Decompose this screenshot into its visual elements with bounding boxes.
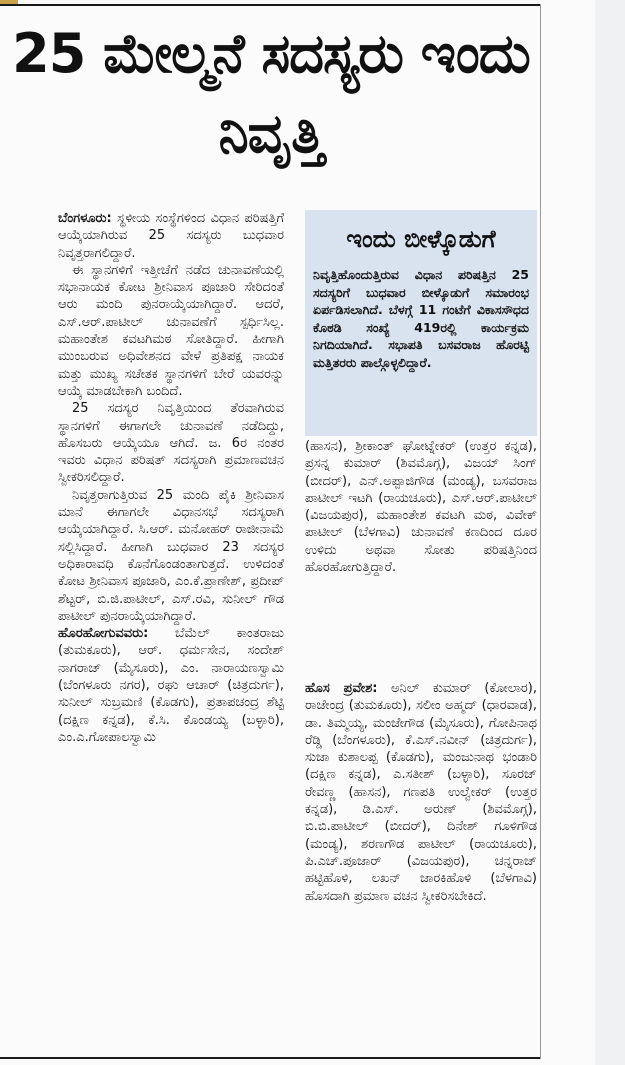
paragraph-text: ಸ್ಥಳೀಯ ಸಂಸ್ಥೆಗಳಿಂದ ವಿಧಾನ ಪರಿಷತ್ತಿಗೆ ಆಯ್ಕೆಯಾಗಿರುವ 25 ಸದಸ್ಯರು ಬುಧವಾರ ನಿವೃತ್ತರಾಗಲಿದ್ದಾರೆ. <box>58 211 284 261</box>
right-column-top <box>305 438 537 576</box>
dateline: ಬೆಂಗಳೂರು: <box>58 211 112 226</box>
paragraph-5 <box>58 625 284 746</box>
right-paragraph-1: (ಹಾಸನ), ಶ್ರೀಕಾಂತ್ ಘೋಟ್ನೇಕರ್ (ಉತ್ತರ ಕನ್ನಡ), ಪ್ರಸನ್ನ ಕುಮಾರ್ (ಶಿವಮೊಗ್ಗ), ವಿಜಯ್ ಸಿಂಗ್ (ಬೀದರ್), ಎನ್.ಅಪ್ಪಾಜಿಗೌಡ (ಮಂಡ್ಯ), ಬಸವರಾಜ ಪಾಟೀಲ್ ಇಟಗಿ (ರಾಯಚೂರು), ಎಸ್.ಆರ್.ಪಾಟೀಲ್ (ವಿಜಯಪುರ), ಮಹಾಂತೇಶ ಕವಟಗಿ ಮಠ, ವಿವೇಕ್ ಪಾಟೀಲ್ (ಬೆಳಗಾವಿ) ಚುನಾವಣೆ ಕಣದಿಂದ ದೂರ ಉಳಿದು ಅಥವಾ ಸೋತು ಪರಿಷತ್ತಿನಿಂದ ಹೊರಹೋಗುತ್ತಿದ್ದಾರೆ. <box>305 439 537 576</box>
sidebar-box <box>305 210 537 436</box>
left-column <box>58 210 284 746</box>
paragraph-text: 25 ಸದಸ್ಯರ ನಿವೃತ್ತಿಯಿಂದ ತೆರವಾಗಿರುವ ಸ್ಥಾನಗಳಿಗೆ ಈಗಾಗಲೇ ಚುನಾವಣೆ ನಡೆದಿದ್ದು, ಹೊಸಬರು ಆಯ್ಕೆಯೂ ಆಗಿದೆ. ಜ. 6ರ ನಂತರ ಇವರು ವಿಧಾನ ಪರಿಷತ್ ಸದಸ್ಯರಾಗಿ ಪ್ರಮಾಣವಚನ ಸ್ವೀಕರಿಸಲಿದ್ದಾರೆ. <box>58 401 284 486</box>
paragraph-2 <box>58 262 284 400</box>
paragraph-text: ಅನಿಲ್ ಕುಮಾರ್ (ಕೋಲಾರ), ರಾಜೇಂದ್ರ (ತುಮಕೂರು), ಸಲೀಂ ಅಹ್ಮದ್ (ಧಾರವಾಡ), ಡಾ. ತಿಮ್ಮಯ್ಯ, ಮಂಜೇಗೌಡ (ಮೈಸೂರು), ಗೋಪಿನಾಥ ರೆಡ್ಡಿ (ಬೆಂಗಳೂರು), ಕೆ.ಎಸ್.ನವೀನ್ (ಚಿತ್ರದುರ್ಗ), ಸುಜಾ ಕುಶಾಲಪ್ಪ (ಕೊಡಗು), ಮಂಜುನಾಥ ಭಂಡಾರಿ (ದಕ್ಷಿಣ ಕನ್ನಡ), ಎ.ಸತೀಶ್ (ಬಳ್ಳಾರಿ), ಸೂರಜ್ ರೇವಣ್ಣ (ಹಾಸನ), ಗಣಪತಿ ಉಲ್ವೇಕರ್ (ಉತ್ತರ ಕನ್ನಡ), ಡಿ.ಎಸ್. ಅರುಣ್ (ಶಿವಮೊಗ್ಗ), ಬಿ.ಬಿ.ಪಾಟೀಲ್ (ಬೀದರ್), ದಿನೇಶ್ ಗೂಳಿಗೌಡ (ಮಂಡ್ಯ), ಶರಣಗೌಡ ಪಾಟೀಲ್ (ರಾಯಚೂರು), ಪಿ.ಎಚ್.ಪೂಜಾರ್ (ವಿಜಯಪುರ), ಚನ್ನರಾಜ್ ಹಟ್ಟಿಹೊಳಿ, ಲಖನ್ ಜಾರಕಿಹೊಳಿ (ಬೆಳಗಾವಿ) ಹೊಸದಾಗಿ ಪ್ರಮಾಣ ವಚನ ಸ್ವೀಕರಿಸಬೇಕಿದೆ. <box>305 681 537 904</box>
paragraph-3 <box>58 400 284 486</box>
paragraph-text: ಈ ಸ್ಥಾನಗಳಿಗೆ ಇತ್ತೀಚೆಗೆ ನಡೆದ ಚುನಾವಣೆಯಲ್ಲಿ ಸಭಾನಾಯಕ ಕೋಟ ಶ್ರೀನಿವಾಸ ಪೂಜಾರಿ ಸೇರಿದಂತೆ ಆರು ಮಂದಿ ಪುನರಾಯ್ಕೆಯಾಗಿದ್ದಾರೆ. ಆದರೆ, ಎಸ್.ಆರ್.ಪಾಟೀಲ್ ಚುನಾವಣೆಗೆ ಸ್ಪರ್ಧಿಸಿಲ್ಲ. ಮಹಾಂತೇಶ ಕವಟಗಿಮಠ ಸೋತಿದ್ದಾರೆ. ಹೀಗಾಗಿ ಮುಂಬರುವ ಅಧಿವೇಶನದ ವೇಳೆ ಪ್ರತಿಪಕ್ಷ ನಾಯಕ ಮತ್ತು ಮುಖ್ಯ ಸಚೇತಕ ಸ್ಥಾನಗಳಿಗೆ ಬೇರೆ ಯವರನ್ನು ಆಯ್ಕೆ ಮಾಡಬೇಕಾಗಿ ಬಂದಿದೆ. <box>58 262 284 399</box>
paragraph-text: ನಿವೃತ್ತರಾಗುತ್ತಿರುವ 25 ಮಂದಿ ಪೈಕಿ ಶ್ರೀನಿವಾಸ ಮಾನೆ ಈಗಾಗಲೇ ವಿಧಾನಸಭೆ ಸದಸ್ಯರಾಗಿ ಆಯ್ಕೆಯಾಗಿದ್ದಾರೆ. ಸಿ.ಆರ್. ಮನೋಹರ್ ರಾಜೀನಾಮೆ ಸಲ್ಲಿಸಿದ್ದಾರೆ. ಹೀಗಾಗಿ ಬುಧವಾರ 23 ಸದಸ್ಯರ ಅಧಿಕಾರಾವಧಿ ಕೊನೆಗೊಂಡಂತಾಗುತ್ತದೆ. ಉಳಿದಂತೆ ಕೋಟ ಶ್ರೀನಿವಾಸ ಪೂಜಾರಿ, ಎಂ.ಕೆ.ಪ್ರಾಣೇಶ್, ಪ್ರದೀಪ್ ಶೆಟ್ಟರ್, ಬಿ.ಜಿ.ಪಾಟೀಲ್, ಎಸ್.ರವಿ, ಸುನೀಲ್ ಗೌಡ ಪಾಟೀಲ್ ಪುನರಾಯ್ಕೆಯಾಗಿದ್ದಾರೆ. <box>58 487 284 624</box>
sidebar-title: ಇಂದು ಬೀಳ್ಕೊಡುಗೆ <box>346 225 496 253</box>
paragraph-1 <box>58 210 284 262</box>
sidebar-text: ನಿವೃತ್ತಿಹೊಂದುತ್ತಿರುವ ವಿಧಾನ ಪರಿಷತ್ತಿನ 25 ಸದಸ್ಯರಿಗೆ ಬುಧವಾರ ಬೀಳ್ಕೊಡುಗೆ ಸಮಾರಂಭ ಏರ್ಪಡಿಸಲಾಗಿದೆ. ಬೆಳಗ್ಗೆ 11 ಗಂಟೆಗೆ ವಿಕಾಸಸೌಧದ ಕೊಠಡಿ ಸಂಖ್ಯೆ 419ರಲ್ಲಿ ಕಾರ್ಯಕ್ರಮ ನಿಗದಿಯಾಗಿದೆ. ಸಭಾಪತಿ ಬಸವರಾಜ ಹೊರಟ್ಟಿ ಮತ್ತಿತರರು ಪಾಲ್ಗೊಳ್ಳಲಿದ್ದಾರೆ. <box>313 267 529 370</box>
paragraph-4 <box>58 487 284 625</box>
paragraph-text: ಬೆಮೆಲ್ ಕಾಂತರಾಜು (ತುಮಕೂರು), ಆರ್. ಧರ್ಮಸೇನ, ಸಂದೇಶ್ ನಾಗರಾಜ್ (ಮೈಸೂರು), ಎಂ. ನಾರಾಯಣಸ್ವಾಮಿ (ಬೆಂಗಳೂರು ನಗರ), ರಘು ಆಚಾರ್ (ಚಿತ್ರದುರ್ಗ), ಸುನೀಲ್ ಸುಬ್ರಮಣಿ (ಕೊಡಗು), ಪ್ರತಾಪಚಂದ್ರ ಶೆಟ್ಟಿ (ದಕ್ಷಿಣ ಕನ್ನಡ), ಕೆ.ಸಿ. ಕೊಂಡಯ್ಯ (ಬಳ್ಳಾರಿ), ಎಂ.ಎ.ಗೋಪಾಲಸ್ವಾಮಿ <box>58 626 284 745</box>
bottom-rule <box>0 1057 540 1059</box>
right-paragraph-2 <box>305 680 537 905</box>
subhead-outgoing: ಹೊರಹೋಗುವವರು: <box>58 626 149 642</box>
right-column-bottom <box>305 680 537 905</box>
headline: 25 ಮೇಲ್ಮನೆ ಸದಸ್ಯರು ಇಂದು ನಿವೃತ್ತಿ <box>12 22 530 165</box>
column-rule <box>540 4 541 1059</box>
subhead-new-entry: ಹೊಸ ಪ್ರವೇಶ: <box>305 681 378 696</box>
top-rule <box>0 4 540 6</box>
